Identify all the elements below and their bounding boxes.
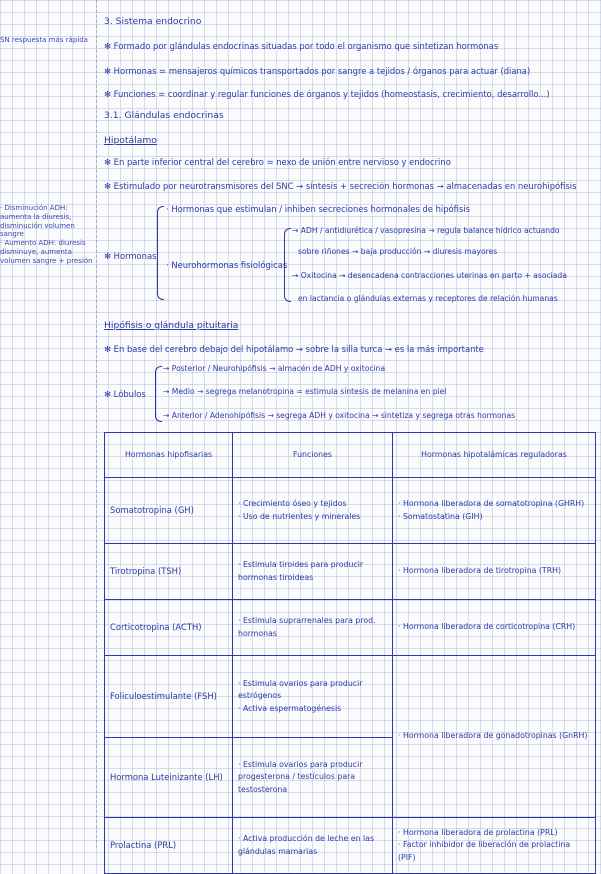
reguladora-line: · Somatostatina (GIH) — [398, 511, 483, 521]
reguladora-line: · Hormona liberadora de prolactina (PRL) — [398, 828, 558, 838]
lobulos-brace — [155, 366, 162, 422]
section-3-bullet-2: ✻ Hormonas = mensajeros químicos transportados por sangre a tejidos / órganos para actuar (diana) — [104, 66, 531, 76]
table-row — [105, 818, 596, 874]
funcion-line: hormonas tiroideas — [238, 572, 314, 582]
funcion-line: glándulas mamarias — [238, 846, 318, 856]
adh-line-1: → ADH / antidiurética / vasopresina → regula balance hídrico actuando — [292, 226, 560, 235]
funcion-line: · Estimula ovarios para producir — [238, 679, 363, 689]
hormonas-brace — [157, 206, 164, 300]
table-row — [105, 600, 596, 656]
hormona-cell: Prolactina (PRL) — [105, 818, 233, 874]
lobulo-posterior: → Posterior / Neurohipófisis → almacén de ADH y oxitocina — [163, 364, 386, 373]
funcion-line: · Crecimiento óseo y tejidos — [238, 499, 347, 509]
section-31-title: 3.1. Glándulas endocrinas — [104, 110, 224, 121]
hormonas-label: ✻ Hormonas — [104, 251, 157, 261]
funcion-line: estrógenos — [238, 691, 282, 701]
adh-line-2: sobre riñones → baja producción → diuresis mayores — [298, 247, 498, 256]
hormona-cell: Tirotropina (TSH) — [105, 544, 233, 600]
margin-note-1: SN respuesta más rápida — [0, 36, 88, 44]
oxitocina-line-1: → Oxitocina → desencadena contracciones uterinas en parto + asociada — [292, 271, 567, 280]
hipotalamo-bullet-2: ✻ Estimulado por neurotransmisores del SNC → síntesis + secreción hormonas → almacenadas en neurohipófisis — [104, 181, 577, 191]
margin-note-2: · Disminución ADH: aumenta la diuresis, disminución volumen sangre · Aumento ADH: diuresis disminuye, aumenta volumen sangre + presión — [0, 204, 93, 265]
reguladoras-cell: · Hormona liberadora de corticotropina (CRH) — [393, 600, 596, 656]
section-3-bullet-3: ✻ Funciones = coordinar y regular funciones de órganos y tejidos (homeostasis, crecimiento, desarrollo...) — [104, 89, 550, 99]
hormonas-sub-2: · Neurohormonas fisiológicas — [166, 260, 288, 270]
funciones-cell — [233, 738, 393, 818]
lobulo-anterior: → Anterior / Adenohipófisis → segrega ADH y oxitocina → sintetiza y segrega otras hormonas — [163, 411, 516, 420]
hipotalamo-title: Hipotálamo — [104, 135, 157, 146]
funciones-cell — [233, 544, 393, 600]
funcion-line: testosterona — [238, 784, 288, 794]
funcion-line: · Activa producción de leche en las — [238, 834, 375, 844]
funcion-line: · Activa espermatogénesis — [238, 703, 342, 713]
funcion-line: · Estimula tiroides para producir — [238, 560, 364, 570]
funcion-line: · Estimula ovarios para producir — [238, 760, 363, 770]
table-row — [105, 656, 596, 738]
table-row — [105, 478, 596, 544]
hormonas-sub-1: · Hormonas que estimulan / inhiben secreciones hormonales de hipófisis — [166, 204, 471, 214]
reguladoras-cell: · Hormona liberadora de tirotropina (TRH) — [393, 544, 596, 600]
hormonas-table — [104, 432, 596, 874]
hormona-cell: Somatotropina (GH) — [105, 478, 233, 544]
funciones-cell — [233, 818, 393, 874]
hipofisis-bullet-1: ✻ En base del cerebro debajo del hipotálamo → sobre la silla turca → es la más importante — [104, 344, 484, 354]
hormona-cell: Corticotropina (ACTH) — [105, 600, 233, 656]
hipofisis-title: Hipófisis o glándula pituitaria — [104, 320, 239, 331]
funcion-line: progesterona / testículos para — [238, 772, 356, 782]
table-header: Hormonas hipotalámicas reguladoras — [393, 433, 596, 478]
hipotalamo-bullet-1: ✻ En parte inferior central del cerebro = nexo de unión entre nervioso y endocrino — [104, 157, 451, 167]
lobulo-medio: → Medio → segrega melanotropina = estimula síntesis de melanina en piel — [163, 387, 447, 396]
section-3-title: 3. Sistema endocrino — [104, 16, 202, 27]
section-3-bullet-1: ✻ Formado por glándulas endocrinas situadas por todo el organismo que sintetizan hormonas — [104, 41, 499, 51]
lobulos-label: ✻ Lóbulos — [104, 389, 146, 399]
reguladoras-cell — [393, 478, 596, 544]
hormona-cell: Foliculoestimulante (FSH) — [105, 656, 233, 738]
funciones-cell — [233, 656, 393, 738]
funciones-cell — [233, 600, 393, 656]
table-row — [105, 544, 596, 600]
neurohormonas-brace — [284, 228, 291, 302]
reguladoras-cell: · Hormona liberadora de gonadotropinas (GnRH) — [393, 656, 596, 818]
funcion-line: · Estimula suprarrenales para prod. — [238, 616, 376, 626]
funciones-cell — [233, 478, 393, 544]
table-header-row — [105, 433, 596, 478]
reguladoras-cell — [393, 818, 596, 874]
hormona-cell: Hormona Luteinizante (LH) — [105, 738, 233, 818]
margin-line — [96, 0, 97, 848]
funcion-line: hormonas — [238, 628, 277, 638]
table-header: Funciones — [233, 433, 393, 478]
reguladora-line: · Factor inhibidor de liberación de prolactina (PIF) — [398, 840, 571, 862]
table-header: Hormonas hipofisarias — [105, 433, 233, 478]
reguladora-line: · Hormona liberadora de somatotropina (GHRH) — [398, 499, 585, 509]
funcion-line: · Uso de nutrientes y minerales — [238, 511, 361, 521]
oxitocina-line-2: en lactancia o glándulas externas y receptores de relación humanas — [298, 294, 558, 303]
